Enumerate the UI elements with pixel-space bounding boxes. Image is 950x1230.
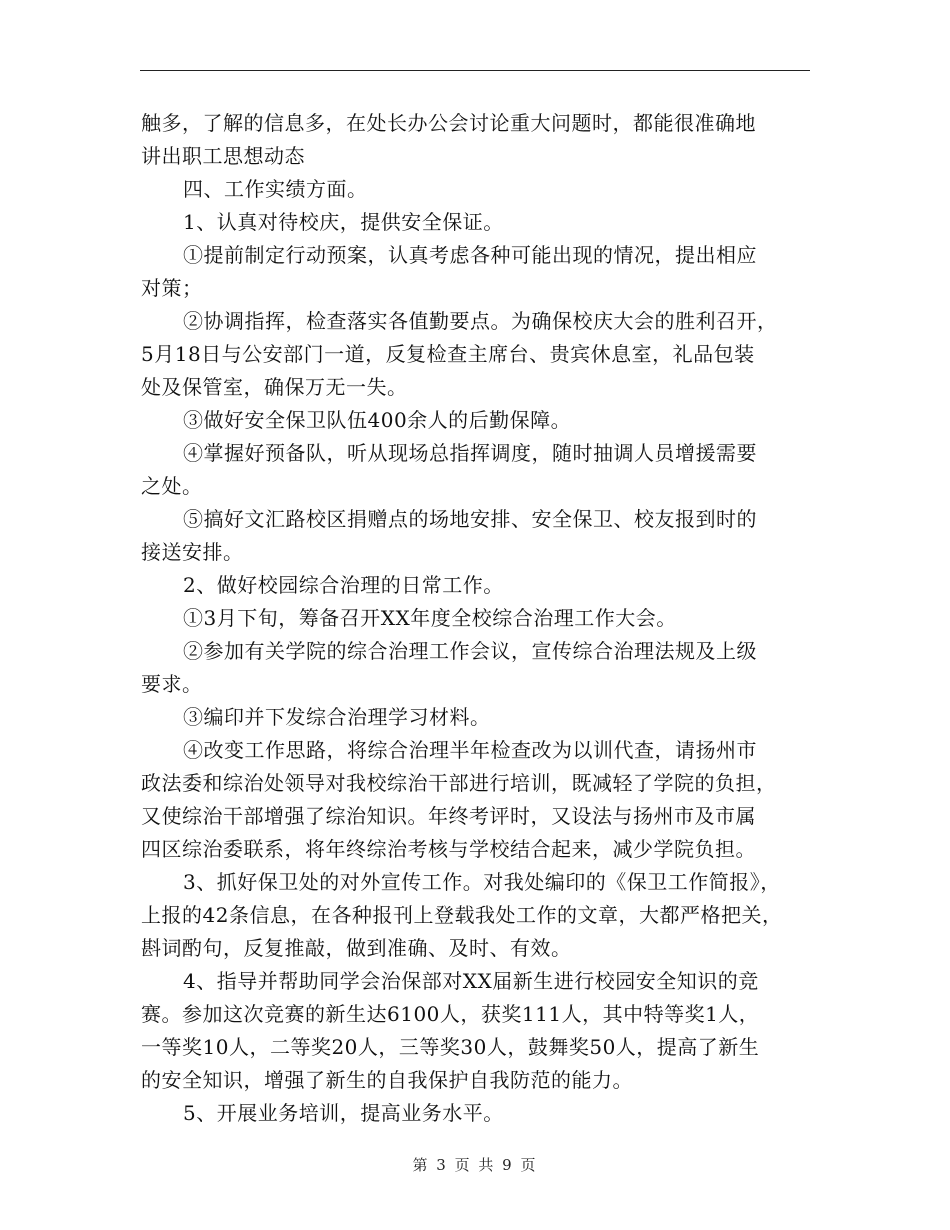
text-line: 上报的42条信息，在各种报刊上登载我处工作的文章，大都严格把关， <box>141 903 783 927</box>
text-line: 四区综治委联系，将年终综治考核与学校结合起来，减少学院负担。 <box>141 837 756 861</box>
text-line: 4、指导并帮助同学会治保部对XX届新生进行校园安全知识的竞 <box>183 969 759 993</box>
document-body <box>141 107 821 1130</box>
text-line: 3、抓好保卫处的对外宣传工作。对我处编印的《保卫工作简报》， <box>183 870 781 894</box>
text-line: 对策； <box>141 276 203 300</box>
text-line: ⑤搞好文汇路校区捐赠点的场地安排、安全保卫、校友报到时的 <box>183 507 757 531</box>
text-line: 之处。 <box>141 474 203 498</box>
text-line: 5月18日与公安部门一道，反复检查主席台、贵宾休息室，礼品包装 <box>141 342 755 366</box>
text-line: 赛。参加这次竞赛的新生达6100人，获奖111人，其中特等奖1人， <box>141 1002 760 1026</box>
text-line: 一等奖10人，二等奖20人，三等奖30人，鼓舞奖50人，提高了新生 <box>141 1035 760 1059</box>
text-line: 讲出职工思想动态 <box>141 144 305 168</box>
text-line: 又使综治干部增强了综治知识。年终考评时，又设法与扬州市及市属 <box>141 804 756 828</box>
text-line: ①3月下旬，筹备召开XX年度全校综合治理工作大会。 <box>183 606 677 630</box>
text-line: 政法委和综治处领导对我校综治干部进行培训，既减轻了学院的负担， <box>141 771 777 795</box>
text-line: ③做好安全保卫队伍400余人的后勤保障。 <box>183 408 572 432</box>
text-line: ②协调指挥，检查落实各值勤要点。为确保校庆大会的胜利召开， <box>183 309 778 333</box>
page-footer: 第 3 页 共 9 页 <box>412 1156 538 1174</box>
text-line: 处及保管室，确保万无一失。 <box>141 375 408 399</box>
text-line: 的安全知识，增强了新生的自我保护自我防范的能力。 <box>141 1068 633 1092</box>
text-line: ③编印并下发综合治理学习材料。 <box>183 705 491 729</box>
text-line: ①提前制定行动预案，认真考虑各种可能出现的情况，提出相应 <box>183 243 757 267</box>
text-line: 四、工作实绩方面。 <box>183 177 368 201</box>
text-line: 2、做好校园综合治理的日常工作。 <box>183 573 504 597</box>
text-line: 1、认真对待校庆，提供安全保证。 <box>183 210 504 234</box>
text-line: ④改变工作思路，将综合治理半年检查改为以训代查，请扬州市 <box>183 738 757 762</box>
text-line: ④掌握好预备队，听从现场总指挥调度，随时抽调人员增援需要 <box>183 441 757 465</box>
text-line: 5、开展业务培训，提高业务水平。 <box>183 1101 504 1125</box>
header-rule <box>140 70 810 71</box>
text-line: ②参加有关学院的综合治理工作会议，宣传综合治理法规及上级 <box>183 639 757 663</box>
text-line: 接送安排。 <box>141 540 244 564</box>
text-line: 斟词酌句，反复推敲，做到准确、及时、有效。 <box>141 936 572 960</box>
text-line: 触多，了解的信息多，在处长办公会讨论重大问题时，都能很准确地 <box>141 111 756 135</box>
text-line: 要求。 <box>141 672 203 696</box>
